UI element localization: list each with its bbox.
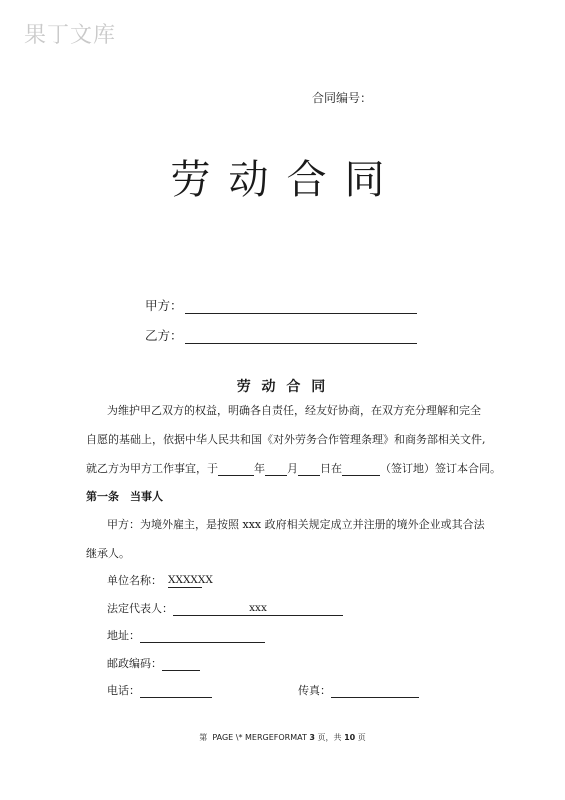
footer-field-code: PAGE \* MERGEFORMAT xyxy=(212,733,307,742)
postcode-field xyxy=(107,655,200,671)
unit-name-value[interactable]: XXXXXX xyxy=(168,574,213,586)
place-blank[interactable] xyxy=(342,463,380,476)
intro-line-1: 为维护甲乙双方的权益，明确各自责任，经友好协商，在双方充分理解和完全 xyxy=(107,404,481,417)
watermark-logo-text: 果丁文库 xyxy=(24,23,117,48)
party-a-description-line-2: 继承人。 xyxy=(86,547,130,560)
phone-field xyxy=(107,682,212,698)
legal-representative-label: 法定代表人： xyxy=(107,602,173,615)
total-pages-number: 10 xyxy=(344,733,356,742)
page-footer xyxy=(0,732,565,743)
footer-middle: 页，共 xyxy=(317,733,342,742)
party-b-label: 乙方： xyxy=(145,328,183,343)
phone-blank[interactable] xyxy=(140,684,212,698)
unit-name-label: 单位名称： xyxy=(107,574,162,587)
intro-line-3-part-e: （签订地）签订本合同。 xyxy=(380,462,501,475)
day-label: 日在 xyxy=(320,462,342,475)
party-a-label: 甲方： xyxy=(145,298,183,313)
party-b-blank[interactable] xyxy=(185,329,417,344)
postcode-label: 邮政编码： xyxy=(107,657,162,670)
footer-prefix: 第 xyxy=(199,733,208,742)
party-a-blank[interactable] xyxy=(185,299,417,314)
fax-label: 传真： xyxy=(298,684,331,697)
footer-suffix: 页 xyxy=(357,733,366,742)
legal-representative-field xyxy=(107,600,343,616)
day-blank[interactable] xyxy=(298,463,320,476)
fax-field xyxy=(298,682,419,698)
year-blank[interactable] xyxy=(218,463,254,476)
article-1-heading: 第一条 当事人 xyxy=(86,490,163,503)
address-field xyxy=(107,627,265,643)
legal-representative-value[interactable]: xxx xyxy=(173,602,343,616)
document-title: 劳动合同 xyxy=(170,157,403,203)
address-label: 地址： xyxy=(107,629,140,642)
postcode-blank[interactable] xyxy=(162,657,200,671)
month-label: 月 xyxy=(287,462,298,475)
address-blank[interactable] xyxy=(140,629,265,643)
contract-number-label: 合同编号： xyxy=(312,91,373,105)
intro-line-3 xyxy=(86,460,501,476)
intro-line-2: 自愿的基础上，依据中华人民共和国《对外劳务合作管理条理》和商务部相关文件, xyxy=(86,433,486,446)
party-b-line xyxy=(145,326,417,344)
unit-name-field xyxy=(107,572,213,588)
phone-label: 电话： xyxy=(107,684,140,697)
intro-line-3-part-a: 就乙方为甲方工作事宜，于 xyxy=(86,462,218,475)
fax-blank[interactable] xyxy=(331,684,419,698)
month-blank[interactable] xyxy=(265,463,287,476)
current-page-number: 3 xyxy=(309,733,315,742)
party-a-line xyxy=(145,296,417,314)
year-label: 年 xyxy=(254,462,265,475)
section-title: 劳 动 合 同 xyxy=(236,379,329,395)
party-a-description-line-1: 甲方：为境外雇主，是按照 xxx 政府相关规定成立并注册的境外企业或其合法 xyxy=(107,518,485,531)
